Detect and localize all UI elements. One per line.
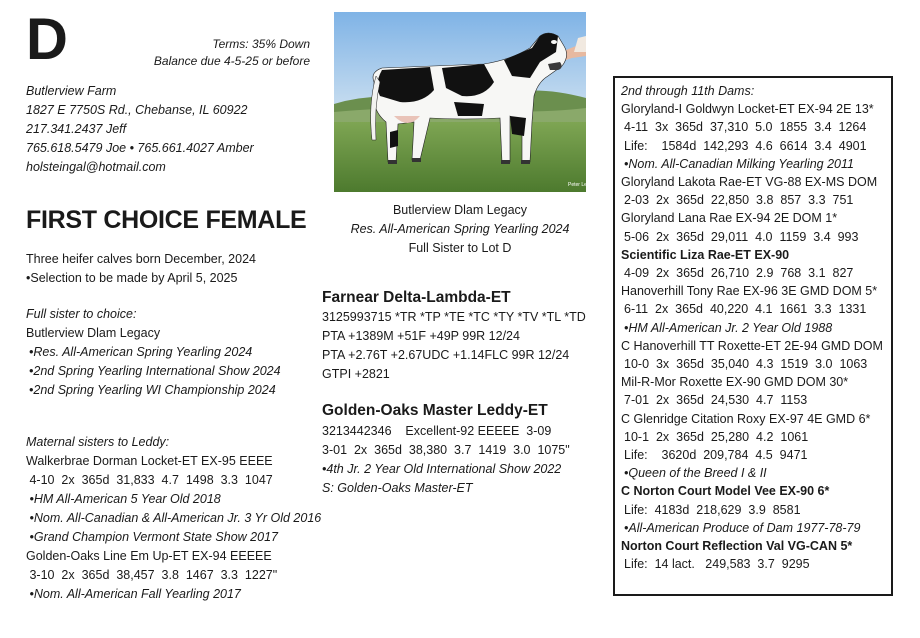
dam-pedigree-line: 10-0 3x 365d 35,040 4.3 1519 3.0 1063 (624, 357, 868, 372)
dams-heading: 2nd through 11th Dams: (621, 84, 755, 98)
sire-gtpi: GTPI +2821 (322, 367, 390, 381)
full-sister-heading: Full sister to choice: (26, 307, 137, 321)
honor-line: •Res. All-American Spring Yearling 2024 (29, 345, 253, 359)
dam-pedigree-line: Life: 3620d 209,784 4.5 9471 (624, 448, 808, 463)
sire-name: Farnear Delta-Lambda-ET (322, 289, 511, 306)
holstein-photo-illustration (334, 12, 590, 192)
sire-pta-type: PTA +2.76T +2.67UDC +1.14FLC 99R 12/24 (322, 348, 570, 362)
terms-down: Terms: 35% Down (212, 37, 310, 51)
maternal-heading: Maternal sisters to Leddy: (26, 435, 170, 449)
dam-pedigree-line: 5-06 2x 365d 29,011 4.0 1159 3.4 993 (624, 229, 859, 244)
maternal-line: Golden-Oaks Line Em Up-ET EX-94 EEEEE (26, 549, 272, 563)
dam-pedigree-line: Gloryland Lakota Rae-ET VG-88 EX-MS DOM (621, 175, 878, 190)
lot-headline: FIRST CHOICE FEMALE (26, 206, 307, 234)
sire-codes: 3125993715 *TR *TP *TE *TC *TY *TV *TL *TD (322, 310, 586, 324)
full-sister-section (26, 305, 281, 400)
dam-pedigree-line: Hanoverhill Tony Rae EX-96 3E GMD DOM 5* (621, 284, 878, 299)
consignor-info (26, 82, 254, 177)
dam-line: S: Golden-Oaks Master-ET (322, 481, 473, 495)
farm-phones: 765.618.5479 Joe • 765.661.4027 Amber (26, 141, 254, 155)
honor-line: •2nd Spring Yearling WI Championship 2024 (29, 383, 276, 397)
dam-pedigree-line: •All-American Produce of Dam 1977-78-79 (624, 520, 861, 535)
dam-pedigree-line: •HM All-American Jr. 2 Year Old 1988 (624, 320, 833, 335)
cow-photo (334, 12, 590, 192)
dam-pedigree-line: Gloryland Lana Rae EX-94 2E DOM 1* (621, 211, 838, 226)
maternal-line: 3-10 2x 365d 38,457 3.8 1467 3.3 1227" (26, 568, 278, 582)
dam-line: •4th Jr. 2 Year Old International Show 2022 (322, 462, 562, 476)
farm-address: 1827 E 7750S Rd., Chebanse, IL 60922 (26, 103, 248, 117)
dam-pedigree-line: C Hanoverhill TT Roxette-ET 2E-94 GMD DOM (621, 338, 883, 353)
dam-pedigree-line: 10-1 2x 365d 25,280 4.2 1061 (624, 429, 809, 444)
full-sister-name: Butlerview Dlam Legacy (26, 326, 161, 340)
dam-pedigree-line: Life: 1584d 142,293 4.6 6614 3.4 4901 (624, 138, 867, 153)
terms-balance: Balance due 4-5-25 or before (153, 54, 310, 68)
offering-line: •Selection to be made by April 5, 2025 (26, 271, 238, 285)
farm-email: holsteingal@hotmail.com (26, 160, 166, 174)
caption-name: Butlerview Dlam Legacy (392, 203, 528, 217)
dam-details (322, 422, 570, 498)
honor-line: •2nd Spring Yearling International Show 2024 (29, 364, 281, 378)
dam-pedigree-line: 2-03 2x 365d 22,850 3.8 857 3.3 751 (624, 193, 854, 208)
dam-pedigree-line: 7-01 2x 365d 24,530 4.7 1153 (624, 393, 808, 408)
dam-pedigree-line: •Nom. All-Canadian Milking Yearling 2011 (624, 156, 854, 171)
photo-caption (334, 201, 586, 258)
lot-letter: D (26, 7, 68, 72)
caption-note: Full Sister to Lot D (408, 241, 512, 255)
dam-pedigree-line: 4-11 3x 365d 37,310 5.0 1855 3.4 1264 (624, 120, 867, 135)
sire-pta-production: PTA +1389M +51F +49P 99R 12/24 (322, 329, 520, 343)
dam-line: 3-01 2x 365d 38,380 3.7 1419 3.0 1075" (322, 443, 570, 457)
dam-pedigree-line: Gloryland-I Goldwyn Locket-ET EX-94 2E 13* (621, 102, 874, 117)
farm-name: Butlerview Farm (26, 84, 117, 98)
dam-pedigree-line: C Glenridge Citation Roxy EX-97 4E GMD 6* (621, 411, 871, 426)
dams-pedigree (621, 82, 883, 573)
offering-line: Three heifer calves born December, 2024 (26, 252, 256, 266)
dam-pedigree-line: Scientific Liza Rae-ET EX-90 (621, 247, 790, 262)
dam-pedigree-line: Life: 14 lact. 249,583 3.7 9295 (624, 557, 810, 572)
dam-pedigree-line: Norton Court Reflection Val VG-CAN 5* (621, 539, 853, 554)
maternal-sisters-section (26, 433, 321, 604)
maternal-line: •Grand Champion Vermont State Show 2017 (26, 530, 278, 544)
maternal-line: •Nom. All-American Fall Yearling 2017 (26, 587, 241, 601)
photo-credit: Peter Lee (568, 182, 590, 188)
dam-pedigree-line: Life: 4183d 218,629 3.9 8581 (624, 502, 801, 517)
farm-phone: 217.341.2437 Jeff (26, 122, 127, 136)
dam-pedigree-line: •Queen of the Breed I & II (624, 466, 767, 481)
dam-pedigree-line: C Norton Court Model Vee EX-90 6* (621, 484, 830, 499)
maternal-line: 4-10 2x 365d 31,833 4.7 1498 3.3 1047 (26, 473, 273, 487)
maternal-line: •HM All-American 5 Year Old 2018 (26, 492, 221, 506)
maternal-line: •Nom. All-Canadian & All-American Jr. 3 Yr Old 2016 (26, 511, 322, 525)
dam-pedigree-line: 6-11 2x 365d 40,220 4.1 1661 3.3 1331 (624, 302, 867, 317)
maternal-line: Walkerbrae Dorman Locket-ET EX-95 EEEE (26, 454, 273, 468)
offering-details (26, 250, 256, 288)
caption-honor: Res. All-American Spring Yearling 2024 (350, 222, 570, 236)
dam-line: 3213442346 Excellent-92 EEEEE 3-09 (322, 424, 552, 438)
dam-pedigree-line: Mil-R-Mor Roxette EX-90 GMD DOM 30* (621, 375, 849, 390)
dam-name: Golden-Oaks Master Leddy-ET (322, 402, 548, 419)
dam-pedigree-line: 4-09 2x 365d 26,710 2.9 768 3.1 827 (624, 266, 854, 281)
